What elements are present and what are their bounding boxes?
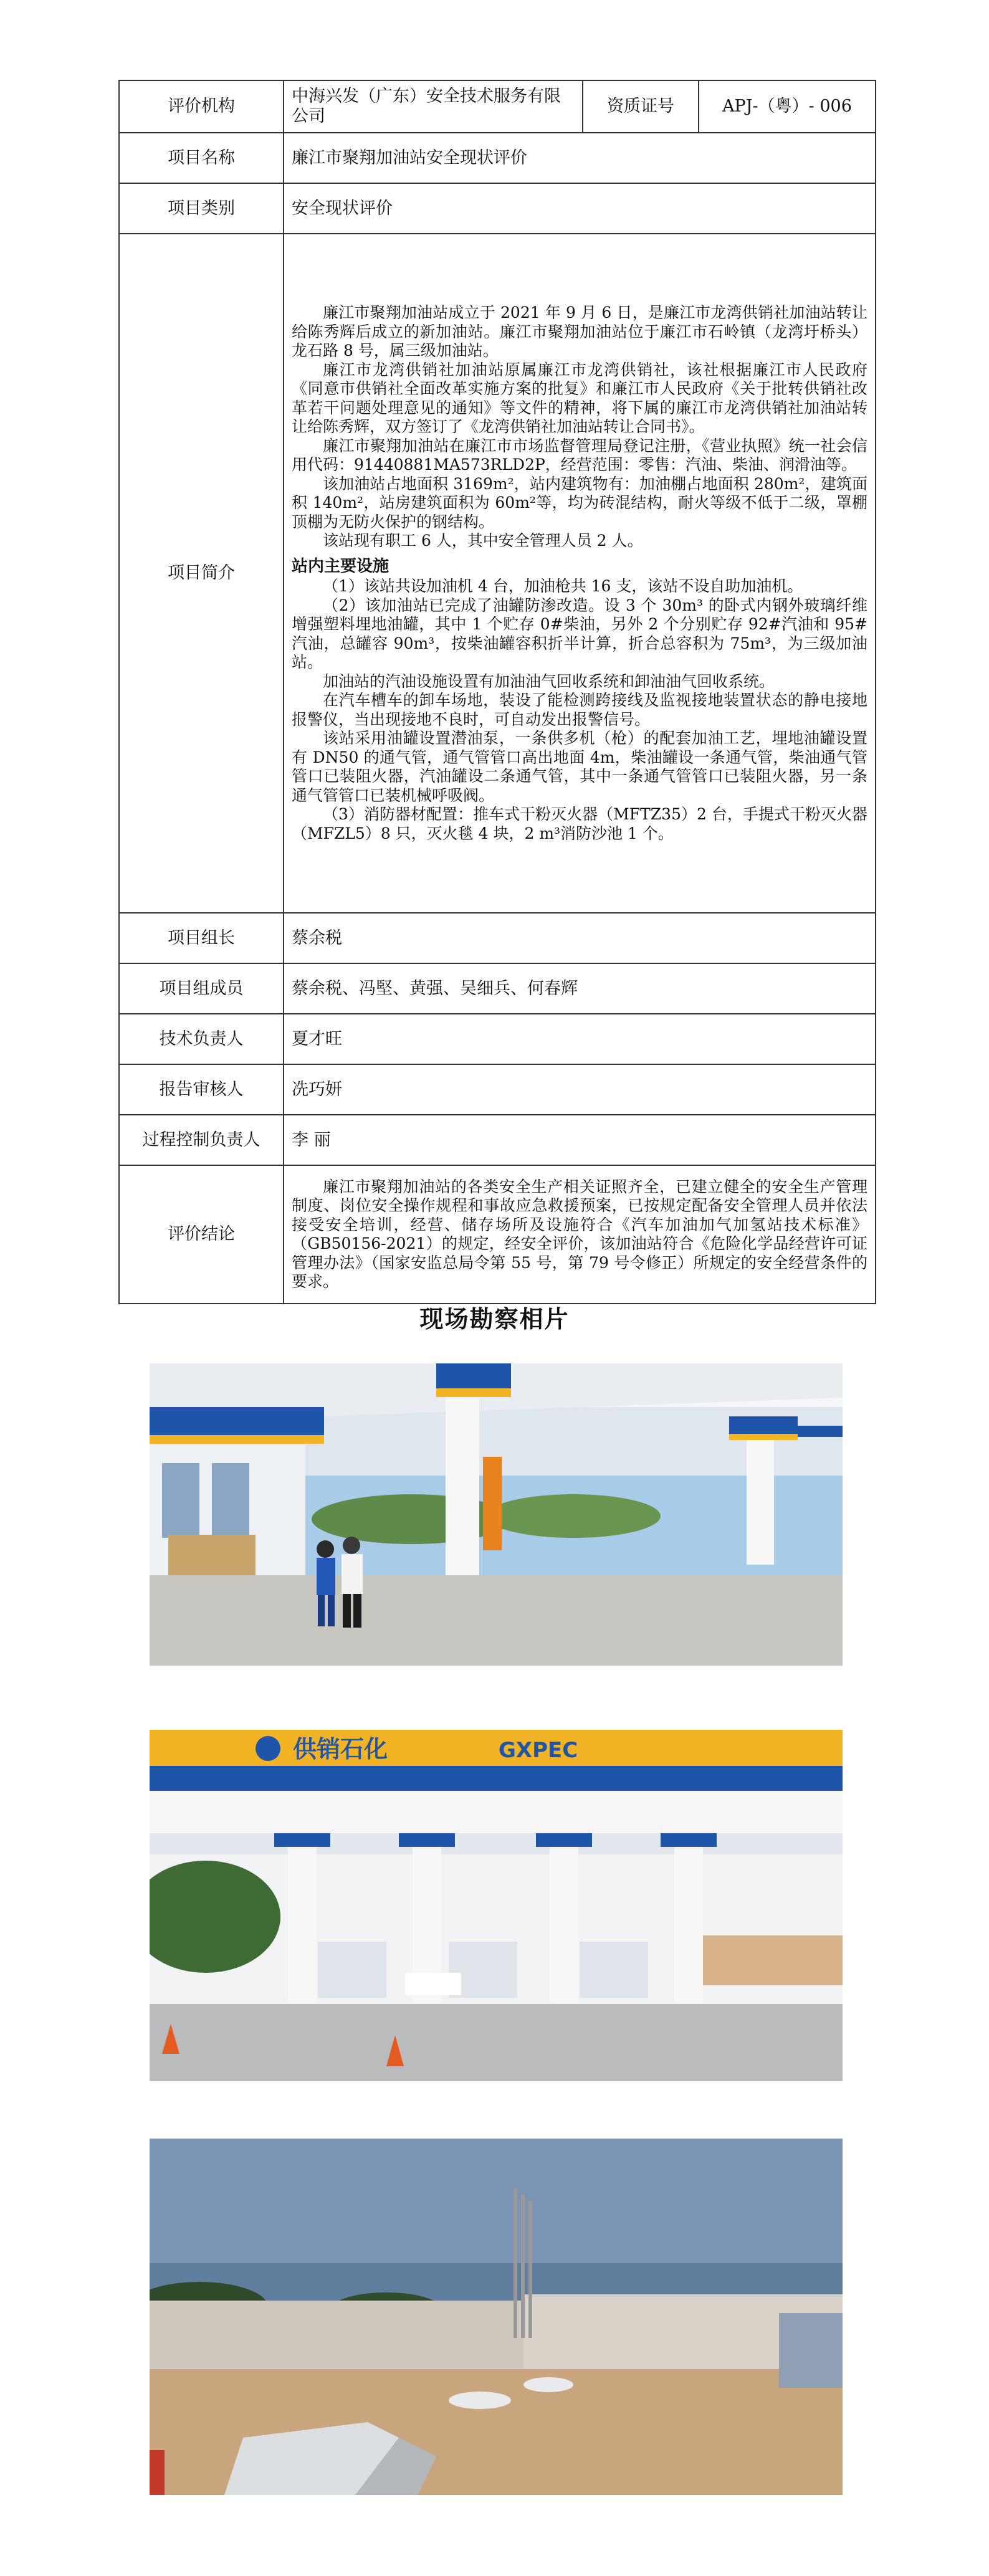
org-value: 中海兴发（广东）安全技术服务有限公司 (284, 80, 583, 133)
intro-label: 项目简介 (119, 234, 284, 913)
project-type-value: 安全现状评价 (284, 183, 876, 234)
photo-tank-area-image (150, 2139, 843, 2495)
project-name-value: 廉江市聚翔加油站安全现状评价 (284, 133, 876, 183)
conclusion-text: 廉江市聚翔加油站的各类安全生产相关证照齐全，已建立健全的安全生产管理制度、岗位安全操作规程和事故应急救援预案，已按规定配备安全管理人员并依法接受安全培训，经营、储存场所及设施符合《汽车加油加气加氢站技术标准》（GB50156-2021）的规定，经安全评价，该加油站符合《危险化学品经营许可证管理办法》（国家安监总局令第 55 号，第 79 号令修正）所规定的安全经营条件的要求。 (292, 1177, 867, 1290)
facilities-heading: 站内主要设施 (292, 556, 389, 576)
project-type-label: 项目类别 (119, 183, 284, 234)
intro-paragraph: （2）该加油站已完成了油罐防渗改造。设 3 个 30m³ 的卧式内钢外玻璃纤维增强塑料埋地油罐，其中 1 个贮存 0#柴油，另外 2 个分别贮存 92#汽油和 95#汽油，总罐容 90m³，按柴油罐容积折半计算，折合总容积为 75m³，为三级加油站。 (292, 596, 867, 671)
intro-paragraph: 该站采用油罐设置潜油泵，一条供多机（枪）的配套加油工艺，埋地油罐设置有 DN50 的通气管，通气管管口高出地面 4m，柴油罐设一条通气管，柴油通气管管口已装阻火器，汽油罐设二条通气管，其中一条通气管管口已装阻火器，另一条通气管管口已装机械呼吸阀。 (292, 729, 867, 804)
tech-label: 技术负责人 (119, 1014, 284, 1064)
intro-cell (284, 234, 876, 913)
intro-paragraph: 廉江市聚翔加油站成立于 2021 年 9 月 6 日，是廉江市龙湾供销社加油站转让给陈秀辉后成立的新加油站。廉江市聚翔加油站位于廉江市石岭镇（龙湾圩桥头）龙石路 8 号，属三级加油站。 (292, 303, 867, 360)
row-tech-lead (119, 1014, 876, 1064)
intro-paragraph: 廉江市聚翔加油站在廉江市市场监督管理局登记注册，《营业执照》统一社会信用代码：91440881MA573RLD2P，经营范围：零售：汽油、柴油、润滑油等。 (292, 436, 867, 474)
cert-value: APJ-（粤）- 006 (699, 80, 876, 133)
info-sheet (118, 80, 875, 1304)
site-photo-station-staff (150, 1363, 843, 1666)
reviewer-value: 冼巧妍 (284, 1064, 876, 1115)
row-reviewer (119, 1064, 876, 1115)
row-members (119, 963, 876, 1014)
intro-paragraph: 加油站的汽油设施设置有加油油气回收系统和卸油油气回收系统。 (323, 672, 775, 690)
intro-paragraph: （1）该站共设加油机 4 台，加油枪共 16 支，该站不设自助加油机。 (323, 577, 803, 595)
reviewer-label: 报告审核人 (119, 1064, 284, 1115)
row-project-type (119, 183, 876, 234)
site-photo-tank-area (150, 2139, 843, 2495)
row-project-intro (119, 234, 876, 913)
cert-label: 资质证号 (583, 80, 699, 133)
conclusion-label: 评价结论 (119, 1165, 284, 1304)
intro-paragraph: 廉江市龙湾供销社加油站原属廉江市龙湾供销社，该社根据廉江市人民政府《同意市供销社全面改革实施方案的批复》和廉江市人民政府《关于批转供销社改革若干问题处理意见的通知》等文件的精神，将下属的廉江市龙湾供销社加油站转让给陈秀辉，双方签订了《龙湾供销社加油站转让合同书》。 (292, 360, 867, 436)
row-project-name (119, 133, 876, 183)
project-name-label: 项目名称 (119, 133, 284, 183)
intro-text (292, 303, 867, 843)
process-label: 过程控制负责人 (119, 1115, 284, 1165)
row-conclusion (119, 1165, 876, 1304)
leader-value: 蔡余税 (284, 913, 876, 963)
photos-title: 现场勘察相片 (419, 1305, 570, 1333)
site-photo-canopy (150, 1730, 843, 2081)
intro-paragraph: 在汽车槽车的卸车场地，装设了能检测跨接线及监视接地装置状态的静电接地报警仪，当出现接地不良时，可自动发出报警信号。 (292, 691, 867, 728)
leader-label: 项目组长 (119, 913, 284, 963)
evaluation-info-table (118, 80, 876, 1304)
members-label: 项目组成员 (119, 963, 284, 1014)
org-label: 评价机构 (119, 80, 284, 133)
members-value: 蔡余税、冯堅、黄强、吴细兵、何春辉 (284, 963, 876, 1014)
process-value: 李 丽 (284, 1115, 876, 1165)
photo-station-staff-image (150, 1363, 843, 1666)
photo-canopy-image (150, 1730, 843, 2081)
brand-name-cn: 供销石化 (293, 1735, 388, 1763)
row-process-control (119, 1115, 876, 1165)
row-organization (119, 80, 876, 133)
intro-paragraph: 该站现有职工 6 人，其中安全管理人员 2 人。 (323, 532, 643, 550)
conclusion-cell (284, 1165, 876, 1304)
brand-name-en: GXPEC (499, 1738, 578, 1763)
row-leader (119, 913, 876, 963)
tech-value: 夏才旺 (284, 1014, 876, 1064)
intro-paragraph: （3）消防器材配置：推车式干粉灭火器（MFTZ35）2 台，手提式干粉灭火器（MFZL5）8 只，灭火毯 4 块，2 m³消防沙池 1 个。 (292, 805, 867, 842)
intro-paragraph: 该加油站占地面积 3169m²，站内建筑物有：加油棚占地面积 280m²，建筑面积 140m²，站房建筑面积为 60m²等，均为砖混结构，耐火等级不低于二级，罩棚顶棚为无防火保护的钢结构。 (292, 474, 867, 531)
